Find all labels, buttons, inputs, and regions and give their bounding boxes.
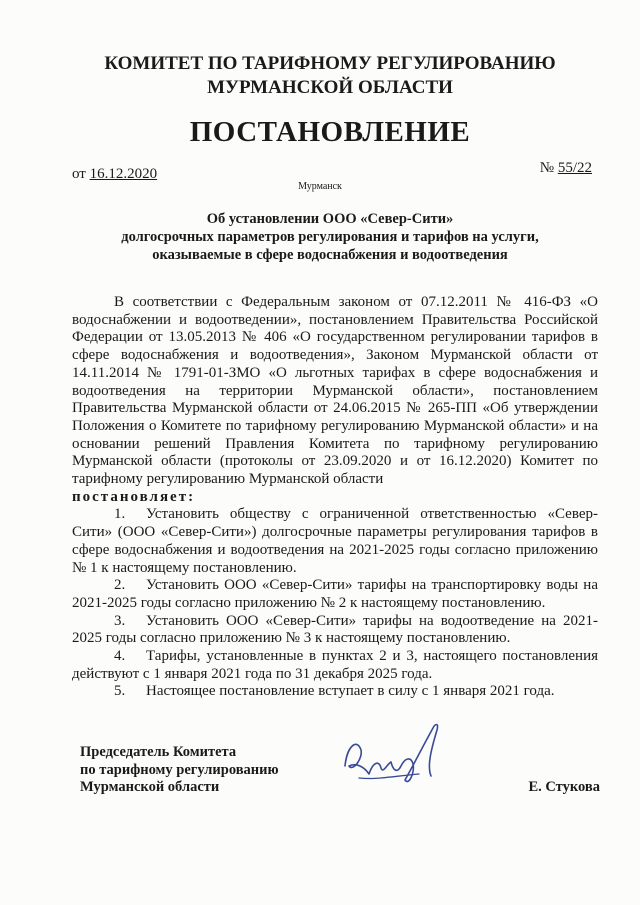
item-text: Настоящее постановление вступает в силу с 1 января 2021 года. [146, 683, 555, 700]
signer-title-line-2: по тарифному регулированию [80, 761, 279, 778]
item-number: 4. [114, 648, 126, 665]
subject-line-2: долгосрочных параметров регулирования и тарифов на услуги, [121, 229, 539, 245]
list-item [72, 506, 598, 577]
item-number: 1. [114, 506, 126, 523]
list-item [72, 613, 598, 648]
item-number: 5. [114, 683, 126, 700]
document-number [540, 160, 592, 177]
org-line-2: МУРМАНСКОЙ ОБЛАСТИ [207, 77, 453, 98]
item-number: 2. [114, 577, 126, 594]
number-prefix: № [539, 160, 555, 176]
list-item [72, 683, 598, 701]
item-text: Тарифы, установленные в пунктах 2 и 3, настоящего постановления действуют с 1 января 2021 года по 31 декабря 2025 года. [72, 648, 598, 682]
signer-title [80, 744, 279, 797]
signer-title-line-1: Председатель Комитета [80, 744, 237, 760]
handwritten-signature [335, 716, 455, 796]
signer-name: Е. Стукова [528, 779, 600, 795]
item-text: Установить ООО «Север-Сити» тарифы на транспортировку воды на 2021-2025 годы согласно приложению № 2 к настоящему постановлению. [72, 577, 598, 611]
preamble-paragraph: В соответствии с Федеральным законом от 07.12.2011 № 416-ФЗ «О водоснабжении и водоотведении», постановлением Правительства Российской Федерации от 13.05.2013 № 406 «О государственном регулировании тарифов в сфере водоснабжения и водоотведения», Законом Мурманской области от 14.11.2014 № 1791-01-ЗМО «О льготных тарифах в сфере водоснабжения и водоотведения на территории Мурманской области», постановлением Правительства Мурманской области от 24.06.2015 № 265-ПП «Об утверждении Положения о Комитете по тарифному регулированию Мурманской области» и на основании решений Правления Комитета по тарифному регулированию Мурманской области (протоколы от 23.09.2020 и от 16.12.2020) Комитет по тарифному регулированию Мурманской области [72, 294, 598, 488]
list-item [72, 577, 598, 612]
resolve-word: постановляет: [72, 488, 196, 505]
signer-title-line-3: Мурманской области [80, 779, 220, 795]
date-prefix: от [72, 166, 86, 182]
item-text: Установить ООО «Север-Сити» тарифы на водоотведение на 2021-2025 годы согласно приложению № 3 к настоящему постановлению. [72, 612, 598, 647]
date-value: 16.12.2020 [89, 166, 158, 182]
subject-line-1: Об установлении ООО «Север-Сити» [206, 211, 454, 227]
issuing-organization [70, 52, 590, 100]
item-text: Установить обществу с ограниченной ответственностью «Север-Сити» (ООО «Север-Сити») долгосрочные параметры регулирования тарифов в сфере водоснабжения и водоотведения на 2021-2025 годы согласно приложению № 1 к настоящему постановлению. [72, 506, 598, 576]
item-number: 3. [114, 612, 126, 629]
number-value: 55/22 [557, 160, 592, 176]
document-subject [90, 210, 570, 264]
document-body [72, 294, 598, 701]
list-item [72, 648, 598, 683]
subject-line-3: оказываемые в сфере водоснабжения и водоотведения [152, 247, 508, 263]
city: Мурманск [298, 181, 342, 192]
document-type-title: ПОСТАНОВЛЕНИЕ [189, 116, 471, 148]
org-line-1: КОМИТЕТ ПО ТАРИФНОМУ РЕГУЛИРОВАНИЮ [104, 53, 556, 74]
